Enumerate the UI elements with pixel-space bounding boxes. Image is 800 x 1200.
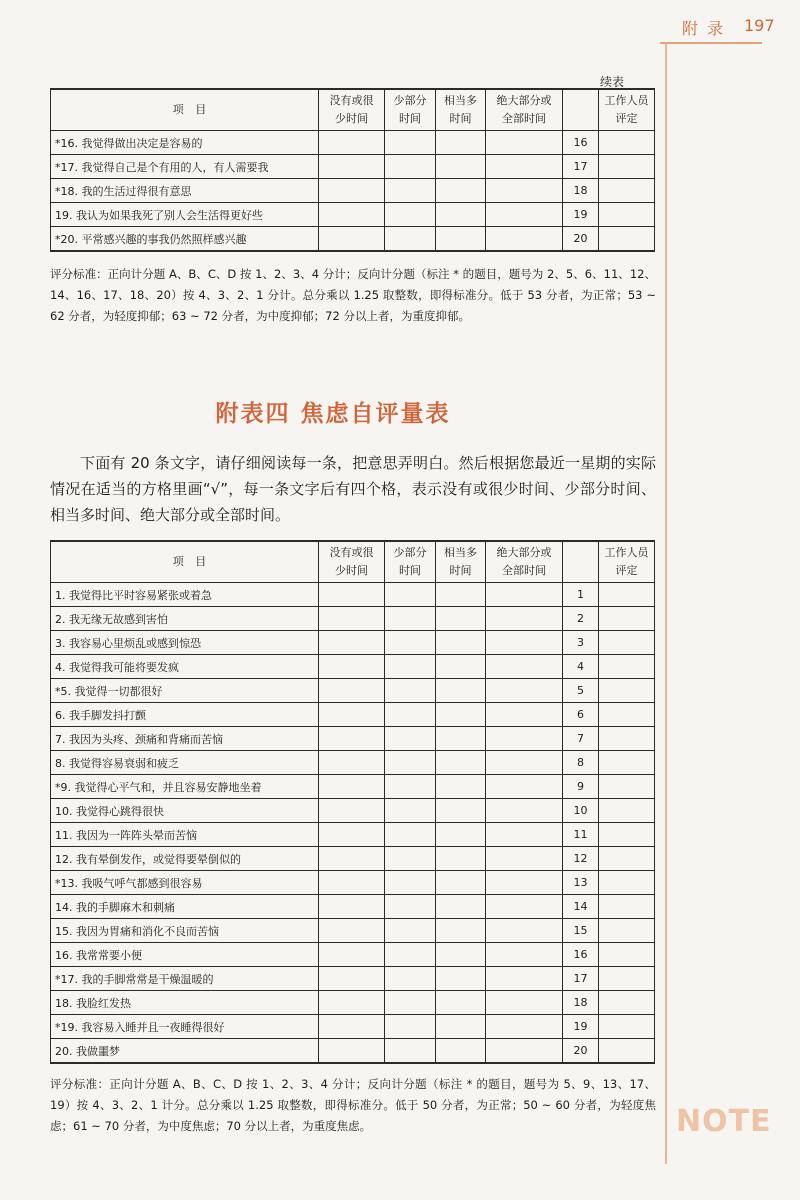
answer-cell-c[interactable] [436,1039,486,1064]
answer-cell-b[interactable] [385,991,436,1015]
answer-cell-b[interactable] [385,179,436,203]
answer-cell-a[interactable] [319,703,385,727]
item-text: *5. 我觉得一切都很好 [51,679,319,703]
staff-rating-cell[interactable] [599,1015,655,1039]
staff-rating-cell[interactable] [599,155,655,179]
item-number: 19 [563,203,599,227]
staff-rating-cell[interactable] [599,607,655,631]
item-text: 14. 我的手脚麻木和刺痛 [51,895,319,919]
staff-rating-cell[interactable] [599,799,655,823]
table-row [51,131,655,155]
table1-scoring-note: 评分标准：正向计分题 A、B、C、D 按 1、2、3、4 分计；反向计分题（标注 * 的题目，题号为 2、5、6、11、12、14、16、17、18、20）按 4、3、2、1 分计。总分乘以 1.25 取整数，即得标准分。低于 53 分者，为正常；53 ~ 62 分者，为轻度抑郁；63 ~ 72 分者，为中度抑郁；72 分以上者，为重度抑郁。 [50,267,656,323]
item-number: 4 [563,655,599,679]
answer-cell-a[interactable] [319,631,385,655]
answer-cell-c[interactable] [436,631,486,655]
intro-paragraph: 下面有 20 条文字，请仔细阅读每一条，把意思弄明白。然后根据您最近一星期的实际情况在适当的方格里画“√”，每一条文字后有四个格，表示没有或很少时间、少部分时间、相当多时间、绝大部分或全部时间。 [50,454,656,524]
answer-cell-a[interactable] [319,1015,385,1039]
table-row [51,943,655,967]
table-row [51,1015,655,1039]
answer-cell-d[interactable] [486,679,563,703]
answer-cell-d[interactable] [486,895,563,919]
answer-cell-b[interactable] [385,679,436,703]
answer-cell-c[interactable] [436,919,486,943]
table-header-row [51,541,655,583]
answer-cell-b[interactable] [385,607,436,631]
col-header-item: 项 目 [51,541,319,583]
answer-cell-a[interactable] [319,823,385,847]
table-row [51,631,655,655]
staff-rating-cell[interactable] [599,823,655,847]
answer-cell-c[interactable] [436,155,486,179]
table-row [51,751,655,775]
answer-cell-a[interactable] [319,799,385,823]
table-row [51,847,655,871]
item-number: 16 [563,131,599,155]
answer-cell-a[interactable] [319,583,385,607]
item-number: 3 [563,631,599,655]
item-number: 18 [563,179,599,203]
table-row [51,727,655,751]
item-text: 10. 我觉得心跳得很快 [51,799,319,823]
answer-cell-c[interactable] [436,847,486,871]
answer-cell-d[interactable] [486,179,563,203]
answer-cell-c[interactable] [436,703,486,727]
note-margin-mark: NOTE [676,1104,772,1139]
depression-scale-table-continued [50,88,655,252]
header-rule [660,42,762,44]
answer-cell-d[interactable] [486,1039,563,1064]
staff-rating-cell[interactable] [599,775,655,799]
staff-rating-cell[interactable] [599,703,655,727]
col-header-number [563,541,599,583]
col-header-often: 相当多 时间 [436,89,486,131]
answer-cell-a[interactable] [319,155,385,179]
item-number: 14 [563,895,599,919]
answer-cell-b[interactable] [385,155,436,179]
item-text: 15. 我因为胃痛和消化不良而苦恼 [51,919,319,943]
answer-cell-c[interactable] [436,131,486,155]
staff-rating-cell[interactable] [599,203,655,227]
answer-cell-b[interactable] [385,703,436,727]
answer-cell-d[interactable] [486,799,563,823]
item-text: 4. 我觉得我可能将要发疯 [51,655,319,679]
col-header-number [563,89,599,131]
answer-cell-c[interactable] [436,751,486,775]
table-row [51,775,655,799]
item-text: *19. 我容易入睡并且一夜睡得很好 [51,1015,319,1039]
table-row [51,583,655,607]
answer-cell-d[interactable] [486,1015,563,1039]
answer-cell-a[interactable] [319,607,385,631]
item-text: 6. 我手脚发抖打颤 [51,703,319,727]
continued-label: 续表 [600,75,625,89]
table-row [51,967,655,991]
answer-cell-b[interactable] [385,751,436,775]
table-header-row [51,89,655,131]
answer-cell-a[interactable] [319,655,385,679]
staff-rating-cell[interactable] [599,583,655,607]
col-header-staff-rating: 工作人员 评定 [599,541,655,583]
page-number: 197 [744,16,775,35]
answer-cell-b[interactable] [385,823,436,847]
answer-cell-b[interactable] [385,895,436,919]
answer-cell-b[interactable] [385,847,436,871]
answer-cell-a[interactable] [319,131,385,155]
table2-scoring-note: 评分标准：正向计分题 A、B、C、D 按 1、2、3、4 分计；反向计分题（标注 * 的题目，题号为 5、9、13、17、19）按 4、3、2、1 计分。总分乘以 1.25 取整数，即得标准分。低于 50 分者，为正常；50 ~ 60 分者，为轻度焦虑；61 ~ 70 分者，为中度焦虑；70 分以上者，为重度焦虑。 [50,1077,656,1133]
table-row [51,991,655,1015]
answer-cell-c[interactable] [436,967,486,991]
col-header-sometimes: 少部分 时间 [385,541,436,583]
answer-cell-b[interactable] [385,871,436,895]
table-row [51,1039,655,1064]
col-header-rarely: 没有或很 少时间 [319,89,385,131]
item-number: 8 [563,751,599,775]
answer-cell-d[interactable] [486,751,563,775]
answer-cell-a[interactable] [319,967,385,991]
answer-cell-a[interactable] [319,179,385,203]
table-row [51,703,655,727]
answer-cell-b[interactable] [385,631,436,655]
answer-cell-a[interactable] [319,727,385,751]
answer-cell-b[interactable] [385,1015,436,1039]
answer-cell-d[interactable] [486,227,563,252]
item-number: 1 [563,583,599,607]
answer-cell-d[interactable] [486,631,563,655]
staff-rating-cell[interactable] [599,679,655,703]
answer-cell-c[interactable] [436,1015,486,1039]
item-text: 3. 我容易心里烦乱或感到惊恐 [51,631,319,655]
answer-cell-d[interactable] [486,131,563,155]
answer-cell-c[interactable] [436,727,486,751]
answer-cell-b[interactable] [385,967,436,991]
table-row [51,823,655,847]
staff-rating-cell[interactable] [599,751,655,775]
answer-cell-c[interactable] [436,991,486,1015]
table-row [51,871,655,895]
answer-cell-b[interactable] [385,775,436,799]
answer-cell-c[interactable] [436,583,486,607]
item-text: *17. 我觉得自己是个有用的人，有人需要我 [51,155,319,179]
answer-cell-a[interactable] [319,679,385,703]
answer-cell-a[interactable] [319,871,385,895]
staff-rating-cell[interactable] [599,131,655,155]
answer-cell-b[interactable] [385,919,436,943]
table-row [51,227,655,252]
item-number: 2 [563,607,599,631]
answer-cell-d[interactable] [486,655,563,679]
table-row [51,655,655,679]
item-number: 11 [563,823,599,847]
item-number: 5 [563,679,599,703]
item-text: *9. 我觉得心平气和，并且容易安静地坐着 [51,775,319,799]
anxiety-scale-table [50,540,655,1064]
answer-cell-a[interactable] [319,227,385,252]
answer-cell-a[interactable] [319,751,385,775]
staff-rating-cell[interactable] [599,991,655,1015]
answer-cell-a[interactable] [319,895,385,919]
answer-cell-d[interactable] [486,823,563,847]
item-number: 17 [563,155,599,179]
answer-cell-a[interactable] [319,1039,385,1064]
col-header-staff-rating: 工作人员 评定 [599,89,655,131]
answer-cell-b[interactable] [385,227,436,252]
answer-cell-c[interactable] [436,203,486,227]
running-header-section: 附 录 [682,19,726,38]
answer-cell-d[interactable] [486,919,563,943]
answer-cell-b[interactable] [385,943,436,967]
table-row [51,203,655,227]
table-row [51,679,655,703]
item-text: 2. 我无缘无故感到害怕 [51,607,319,631]
staff-rating-cell[interactable] [599,227,655,252]
answer-cell-c[interactable] [436,799,486,823]
col-header-rarely: 没有或很 少时间 [319,541,385,583]
answer-cell-d[interactable] [486,727,563,751]
answer-cell-d[interactable] [486,607,563,631]
item-number: 12 [563,847,599,871]
staff-rating-cell[interactable] [599,179,655,203]
answer-cell-d[interactable] [486,583,563,607]
table-row [51,895,655,919]
item-number: 13 [563,871,599,895]
col-header-mostly: 绝大部分或 全部时间 [486,541,563,583]
staff-rating-cell[interactable] [599,895,655,919]
answer-cell-c[interactable] [436,227,486,252]
answer-cell-d[interactable] [486,943,563,967]
table-row [51,919,655,943]
answer-cell-b[interactable] [385,131,436,155]
answer-cell-c[interactable] [436,895,486,919]
staff-rating-cell[interactable] [599,967,655,991]
item-text: 1. 我觉得比平时容易紧张或着急 [51,583,319,607]
item-number: 9 [563,775,599,799]
answer-cell-a[interactable] [319,775,385,799]
item-text: 11. 我因为一阵阵头晕而苦恼 [51,823,319,847]
answer-cell-c[interactable] [436,775,486,799]
col-header-sometimes: 少部分 时间 [385,89,436,131]
item-text: 19. 我认为如果我死了别人会生活得更好些 [51,203,319,227]
answer-cell-a[interactable] [319,991,385,1015]
answer-cell-d[interactable] [486,703,563,727]
item-number: 19 [563,1015,599,1039]
item-number: 20 [563,227,599,252]
staff-rating-cell[interactable] [599,871,655,895]
item-text: *13. 我吸气呼气都感到很容易 [51,871,319,895]
answer-cell-c[interactable] [436,823,486,847]
table-row [51,155,655,179]
staff-rating-cell[interactable] [599,631,655,655]
answer-cell-d[interactable] [486,775,563,799]
answer-cell-b[interactable] [385,655,436,679]
item-number: 16 [563,943,599,967]
answer-cell-a[interactable] [319,943,385,967]
item-text: 12. 我有晕倒发作，或觉得要晕倒似的 [51,847,319,871]
col-header-often: 相当多 时间 [436,541,486,583]
item-text: 7. 我因为头疼、颈痛和背痛而苦恼 [51,727,319,751]
answer-cell-b[interactable] [385,1039,436,1064]
item-number: 20 [563,1039,599,1064]
margin-rule [665,44,667,1164]
table-row [51,799,655,823]
answer-cell-c[interactable] [436,179,486,203]
answer-cell-c[interactable] [436,943,486,967]
staff-rating-cell[interactable] [599,847,655,871]
item-number: 18 [563,991,599,1015]
answer-cell-b[interactable] [385,583,436,607]
answer-cell-d[interactable] [486,155,563,179]
answer-cell-d[interactable] [486,871,563,895]
answer-cell-d[interactable] [486,847,563,871]
item-number: 6 [563,703,599,727]
answer-cell-c[interactable] [436,679,486,703]
col-header-item: 项 目 [51,89,319,131]
answer-cell-d[interactable] [486,967,563,991]
staff-rating-cell[interactable] [599,727,655,751]
answer-cell-c[interactable] [436,607,486,631]
col-header-mostly: 绝大部分或 全部时间 [486,89,563,131]
item-text: 16. 我常常要小便 [51,943,319,967]
item-text: 18. 我脸红发热 [51,991,319,1015]
item-text: *18. 我的生活过得很有意思 [51,179,319,203]
item-text: *20. 平常感兴趣的事我仍然照样感兴趣 [51,227,319,252]
table-row [51,179,655,203]
answer-cell-d[interactable] [486,203,563,227]
staff-rating-cell[interactable] [599,943,655,967]
item-text: 20. 我做噩梦 [51,1039,319,1064]
answer-cell-b[interactable] [385,203,436,227]
answer-cell-c[interactable] [436,871,486,895]
item-text: *17. 我的手脚常常是干燥温暖的 [51,967,319,991]
section-title: 附表四 焦虑自评量表 [215,401,451,427]
answer-cell-a[interactable] [319,847,385,871]
item-text: *16. 我觉得做出决定是容易的 [51,131,319,155]
staff-rating-cell[interactable] [599,655,655,679]
item-number: 7 [563,727,599,751]
answer-cell-b[interactable] [385,799,436,823]
item-number: 15 [563,919,599,943]
answer-cell-b[interactable] [385,727,436,751]
item-number: 10 [563,799,599,823]
staff-rating-cell[interactable] [599,919,655,943]
answer-cell-d[interactable] [486,991,563,1015]
answer-cell-a[interactable] [319,919,385,943]
table-row [51,607,655,631]
answer-cell-c[interactable] [436,655,486,679]
item-text: 8. 我觉得容易衰弱和疲乏 [51,751,319,775]
answer-cell-a[interactable] [319,203,385,227]
item-number: 17 [563,967,599,991]
staff-rating-cell[interactable] [599,1039,655,1064]
